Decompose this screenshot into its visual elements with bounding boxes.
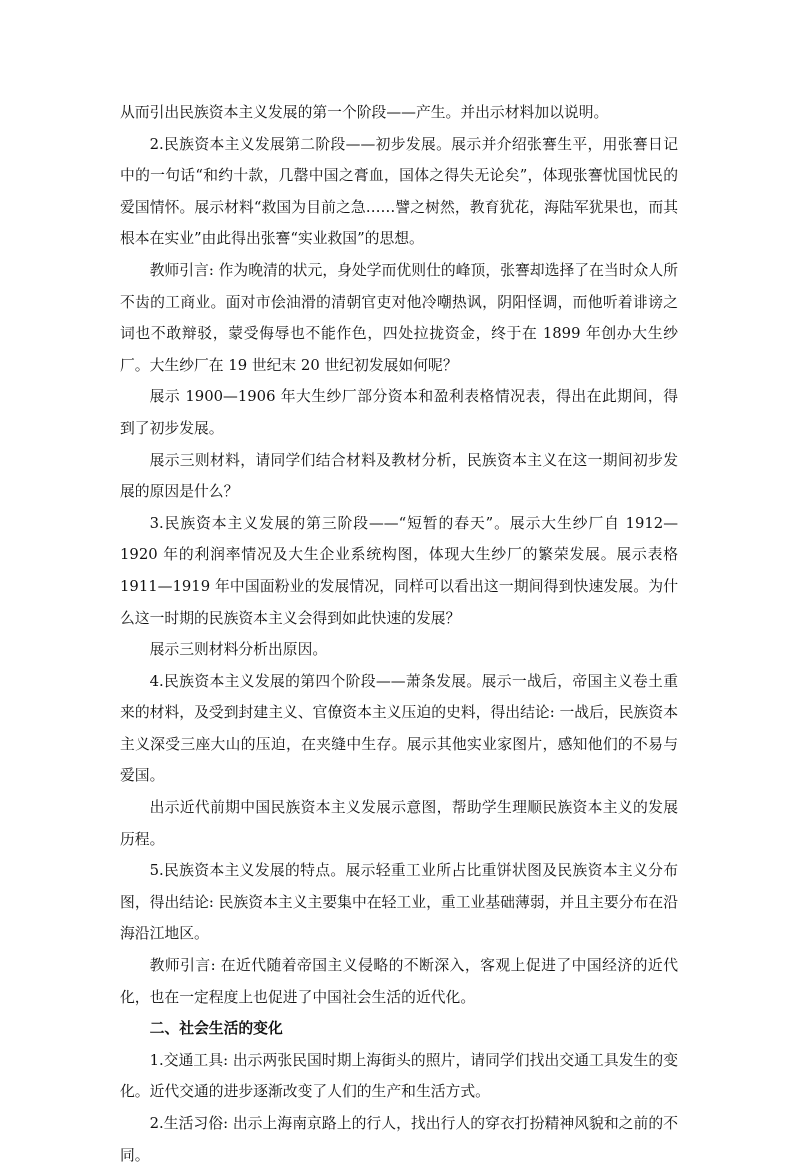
paragraph: 1.交通工具: 出示两张民国时期上海街头的照片，请同学们找出交通工具发生的变化。近代交通的进步逐渐改变了人们的生产和生活方式。: [120, 1051, 678, 1101]
paragraph: 2.生活习俗: 出示上海南京路上的行人，找出行人的穿衣打扮精神风貌和之前的不同。: [120, 1115, 678, 1164]
paragraph: 3.民族资本主义发展的第三阶段——“短暂的春天”。展示大生纱厂自 1912—1920 年的利润率情况及大生企业系统构图，体现大生纱厂的繁荣发展。展示表格 1911—1919 年中国面粉业的发展情况，同样可以看出这一期间得到快速发展。为什么这一时期的民族资本主义会得到如此快速的发展？: [120, 514, 678, 627]
paragraph: 展示三则材料分析出原因。: [149, 641, 328, 659]
paragraph: 教师引言: 在近代随着帝国主义侵略的不断深入，客观上促进了中国经济的近代化，也在一定程度上也促进了中国社会生活的近代化。: [120, 957, 678, 1006]
paragraph: 出示近代前期中国民族资本主义发展示意图，帮助学生理顺民族资本主义的发展历程。: [120, 799, 678, 848]
document-body: [120, 97, 678, 1171]
paragraph: 2.民族资本主义发展第二阶段——初步发展。展示并介绍张謇生平，用张謇日记中的一句话“和约十款，几罄中国之膏血，国体之得失无论矣”，体现张謇忧国忧民的爱国情怀。展示材料“救国为目前之急……譬之树然，教育犹花，海陆军犹果也，而其根本在实业”由此得出张謇“实业救国”的思想。: [120, 135, 678, 248]
paragraph: 5.民族资本主义发展的特点。展示轻重工业所占比重饼状图及民族资本主义分布图，得出结论: 民族资本主义主要集中在轻工业，重工业基础薄弱，并且主要分布在沿海沿江地区。: [120, 862, 678, 943]
paragraph: 教师引言: 作为晚清的状元，身处学而优则仕的峰顶，张謇却选择了在当时众人所不齿的工商业。面对市侩油滑的清朝官吏对他冷嘲热讽，阴阳怪调，而他听着诽谤之词也不敢辩驳，蒙受侮辱也不能作色，四处拉拢资金，终于在 1899 年创办大生纱厂。大生纱厂在 19 世纪末 20 世纪初发展如何呢？: [120, 261, 678, 374]
paragraph: 4.民族资本主义发展的第四个阶段——萧条发展。展示一战后，帝国主义卷土重来的材料，及受到封建主义、官僚资本主义压迫的史料，得出结论: 一战后，民族资本主义深受三座大山的压迫，在夹缝中生存。展示其他实业家图片，感知他们的不易与爱国。: [120, 672, 678, 785]
paragraph: 从而引出民族资本主义发展的第一个阶段——产生。并出示材料加以说明。: [120, 104, 609, 121]
paragraph: 展示 1900—1906 年大生纱厂部分资本和盈利表格情况表，得出在此期间，得到了初步发展。: [120, 388, 678, 437]
section-heading: 二、社会生活的变化: [149, 1020, 283, 1038]
paragraph: 展示三则材料，请同学们结合材料及教材分析，民族资本主义在这一期间初步发展的原因是什么？: [120, 451, 678, 501]
